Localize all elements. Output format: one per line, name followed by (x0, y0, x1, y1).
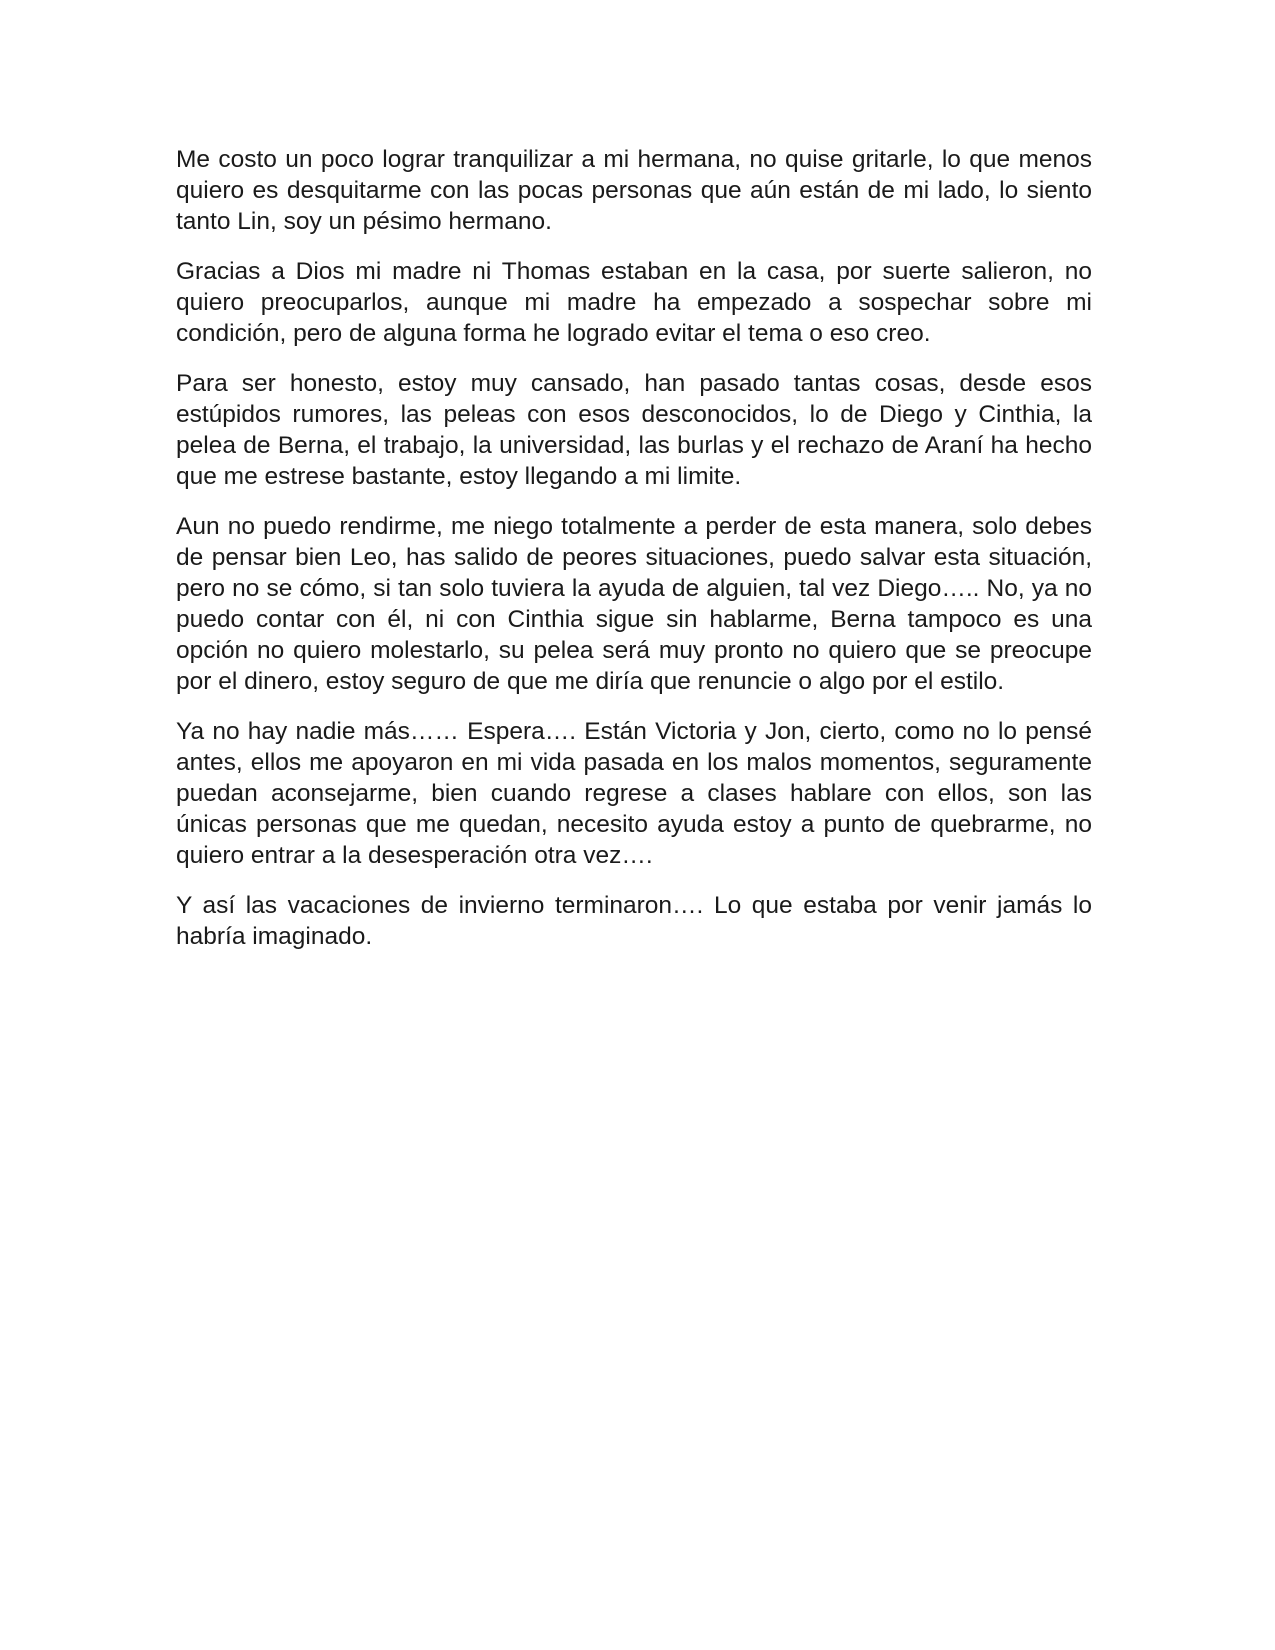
paragraph-3: Para ser honesto, estoy muy cansado, han pasado tantas cosas, desde esos estúpidos rumores, las peleas con esos desconocidos, lo de Diego y Cinthia, la pelea de Berna, el trabajo, la universidad, las burlas y el rechazo de Araní ha hecho que me estrese bastante, estoy llegando a mi limite. (176, 370, 1092, 490)
paragraph-4: Aun no puedo rendirme, me niego totalmente a perder de esta manera, solo debes de pensar bien Leo, has salido de peores situaciones, puedo salvar esta situación, pero no se cómo, si tan solo tuviera la ayuda de alguien, tal vez Diego….. No, ya no puedo contar con él, ni con Cinthia sigue sin hablarme, Berna tampoco es una opción no quiero molestarlo, su pelea será muy pronto no quiero que se preocupe por el dinero, estoy seguro de que me diría que renuncie o algo por el estilo. (176, 513, 1092, 695)
document-body (176, 144, 1092, 971)
paragraph-5: Ya no hay nadie más…… Espera…. Están Victoria y Jon, cierto, como no lo pensé antes, ellos me apoyaron en mi vida pasada en los malos momentos, seguramente puedan aconsejarme, bien cuando regrese a clases hablare con ellos, son las únicas personas que me quedan, necesito ayuda estoy a punto de quebrarme, no quiero entrar a la desesperación otra vez…. (176, 718, 1092, 869)
paragraph-2: Gracias a Dios mi madre ni Thomas estaban en la casa, por suerte salieron, no quiero preocuparlos, aunque mi madre ha empezado a sospechar sobre mi condición, pero de alguna forma he logrado evitar el tema o eso creo. (176, 258, 1092, 347)
paragraph-1: Me costo un poco lograr tranquilizar a mi hermana, no quise gritarle, lo que menos quiero es desquitarme con las pocas personas que aún están de mi lado, lo siento tanto Lin, soy un pésimo hermano. (176, 146, 1092, 235)
paragraph-6: Y así las vacaciones de invierno terminaron…. Lo que estaba por venir jamás lo habría imaginado. (176, 892, 1092, 950)
